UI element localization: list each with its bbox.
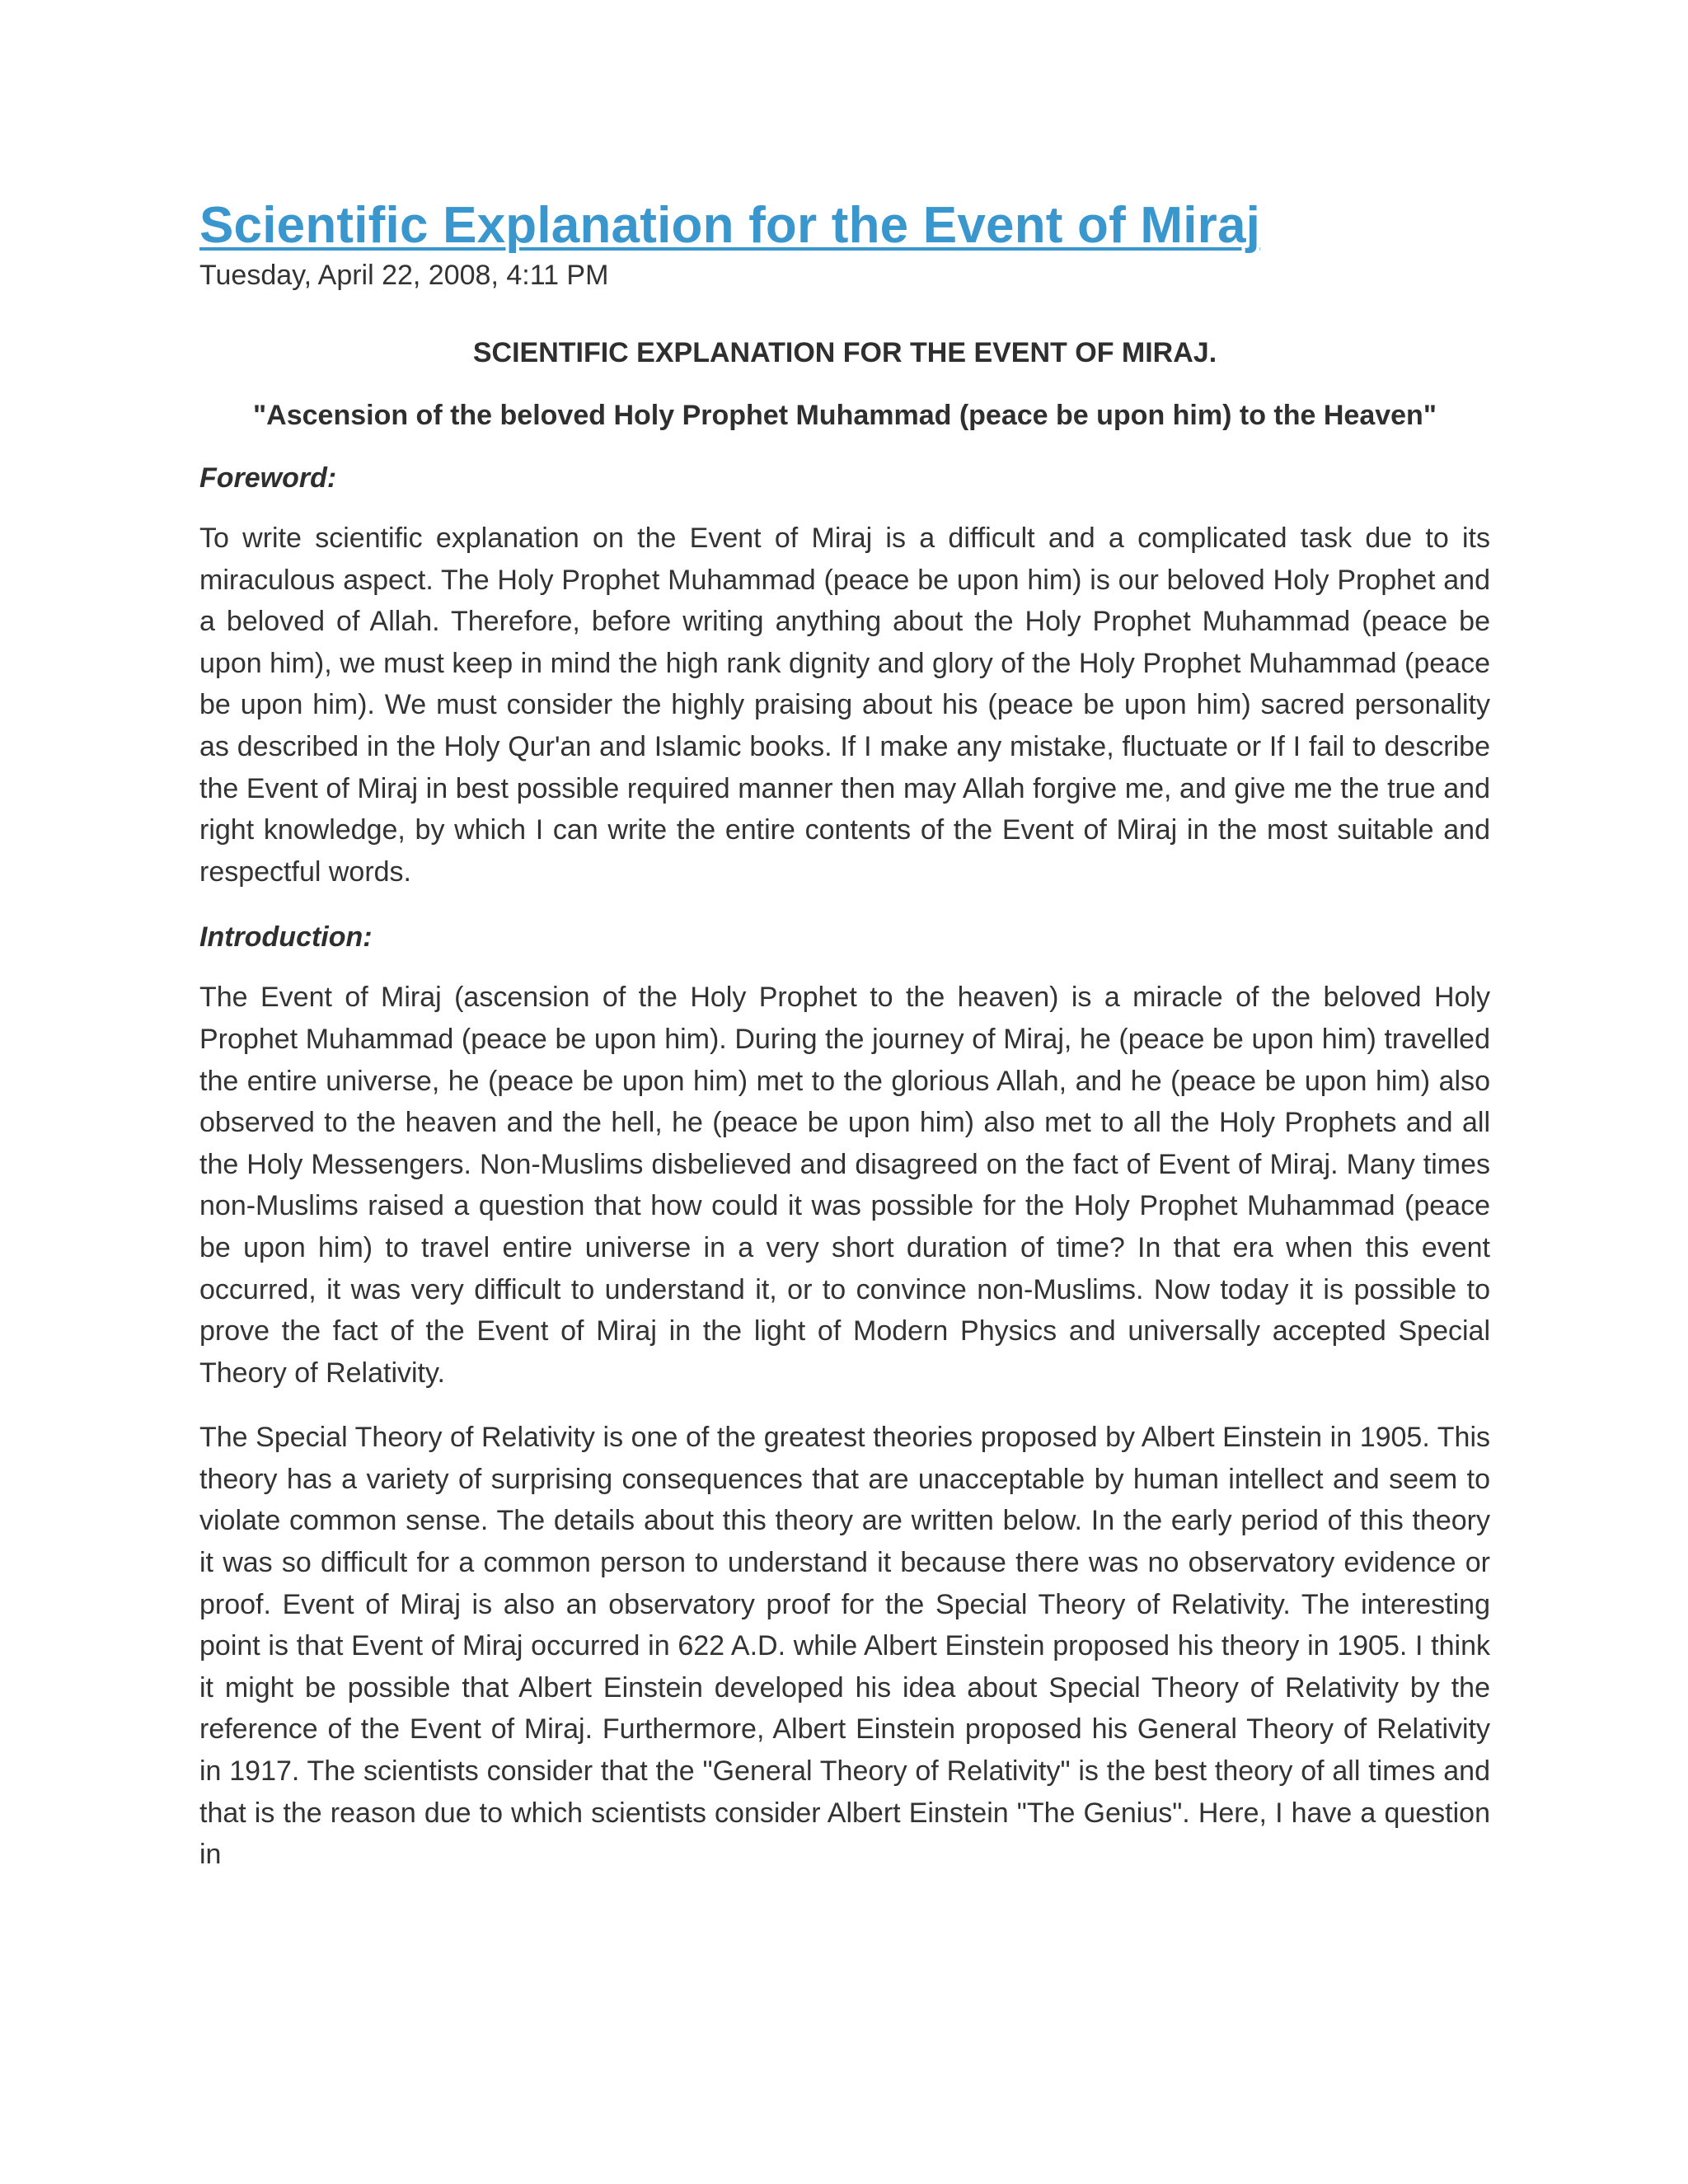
article-subheading: "Ascension of the beloved Holy Prophet Muhammad (peace be upon him) to the Heaven" (253, 400, 1437, 431)
introduction-paragraph-1: The Event of Miraj (ascension of the Holy Prophet to the heaven) is a miracle of the beloved Holy Prophet Muhammad (peace be upon him). During the journey of Miraj, he (peace be upon him) travelled the entire universe, he (peace be upon him) met to the glorious Allah, and he (peace be upon him) also observed to the heaven and the hell, he (peace be upon him) also met to all the Holy Prophets and all the Holy Messengers. Non-Muslims disbelieved and disagreed on the fact of Event of Miraj. Many times non-Muslims raised a question that how could it was possible for the Holy Prophet Muhammad (peace be upon him) to travel entire universe in a very short duration of time? In that era when this event occurred, it was very difficult to understand it, or to convince non-Muslims. Now today it is possible to prove the fact of the Event of Miraj in the light of Modern Physics and universally accepted Special Theory of Relativity. (199, 982, 1490, 1389)
article-heading: SCIENTIFIC EXPLANATION FOR THE EVENT OF MIRAJ. (472, 337, 1217, 368)
foreword-paragraph: To write scientific explanation on the Event of Miraj is a difficult and a complicated task due to its miraculous aspect. The Holy Prophet Muhammad (peace be upon him) is our beloved Holy Prophet and a beloved of Allah. Therefore, before writing anything about the Holy Prophet Muhammad (peace be upon him), we must keep in mind the high rank dignity and glory of the Holy Prophet Muhammad (peace be upon him). We must consider the highly praising about his (peace be upon him) sacred personality as described in the Holy Qur'an and Islamic books. If I make any mistake, fluctuate or If I fail to describe the Event of Miraj in best possible required manner then may Allah forgive me, and give me the true and right knowledge, by which I can write the entire contents of the Event of Miraj in the most suitable and respectful words. (199, 523, 1490, 888)
introduction-paragraph-2: The Special Theory of Relativity is one of the greatest theories proposed by Albert Einstein in 1905. This theory has a variety of surprising consequences that are unacceptable by human intellect and seem to violate common sense. The details about this theory are written below. In the early period of this theory it was so difficult for a common person to understand it because there was no observatory evidence or proof. Event of Miraj is also an observatory proof for the Special Theory of Relativity. The interesting point is that Event of Miraj occurred in 622 A.D. while Albert Einstein proposed his theory in 1905. I think it might be possible that Albert Einstein developed his idea about Special Theory of Relativity by the reference of the Event of Miraj. Furthermore, Albert Einstein proposed his General Theory of Relativity in 1917. The scientists consider that the "General Theory of Relativity" is the best theory of all times and that is the reason due to which scientists consider Albert Einstein "The Genius". Here, I have a question in (199, 1422, 1490, 1871)
post-title-link[interactable]: Scientific Explanation for the Event of Miraj (199, 197, 1261, 254)
introduction-label: Introduction: (199, 921, 373, 954)
post-date: Tuesday, April 22, 2008, 4:11 PM (199, 260, 609, 291)
document-page (199, 196, 1490, 1876)
foreword-label: Foreword: (199, 462, 337, 494)
